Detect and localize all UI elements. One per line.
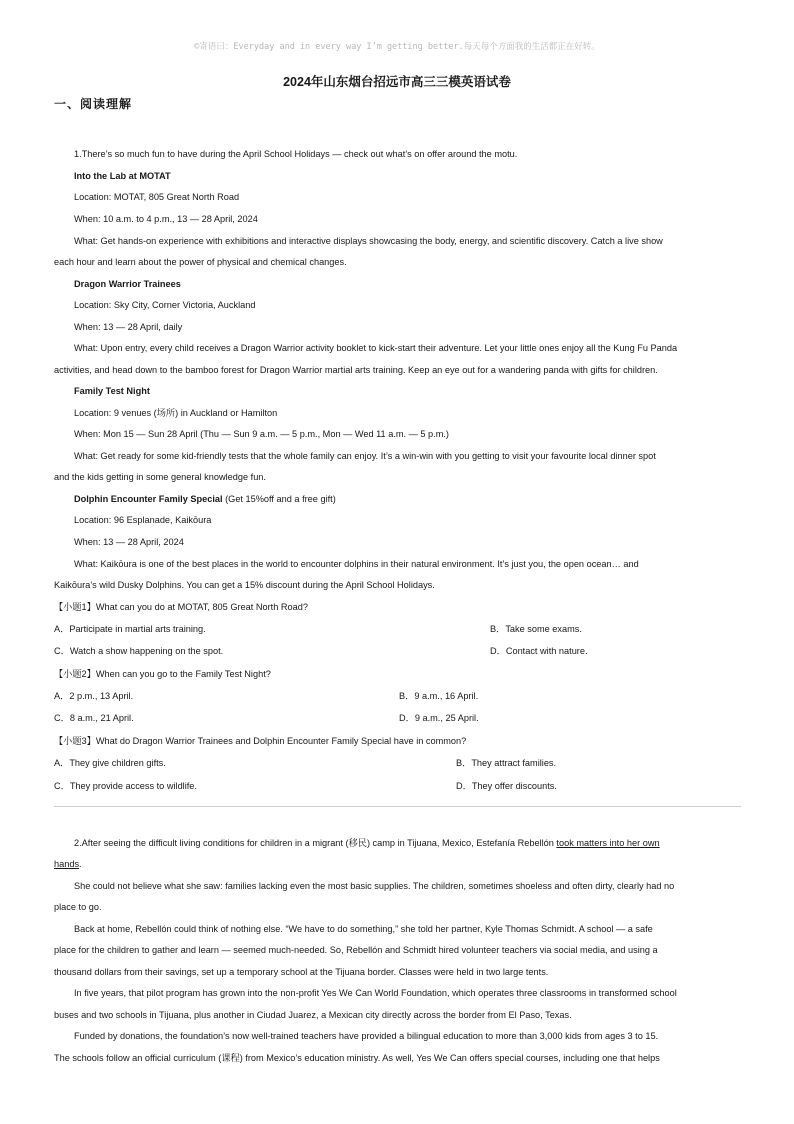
question-3: 【小题3】What do Dragon Warrior Trainees and Dolphin Encounter Family Special have in common? [54,736,467,746]
passage2-line: In five years, that pilot program has grown into the non-profit Yes We Can World Foundation, which operates three classrooms in transformed school [74,988,677,998]
event-what-cont: and the kids getting in some general knowledge fun. [54,472,266,482]
event-heading [74,493,744,505]
option-a: A．Participate in martial arts training. [54,624,206,634]
event-location: Location: MOTAT, 805 Great North Road [74,192,240,202]
passage2-line: place to go. [54,902,102,912]
event-what-cont: Kaikōura’s wild Dusky Dolphins. You can get a 15% discount during the April School Holidays. [54,580,435,590]
question-2: 【小题2】When can you go to the Family Test Night? [54,669,271,679]
passage2-line [54,858,744,870]
option-a: A．2 p.m., 13 April. [54,691,134,701]
underlined-phrase: hands [54,859,80,869]
passage2-line: buses and two schools in Tijuana, plus another in Ciudad Juarez, a Mexican city directly across the border from El Paso, Texas. [54,1010,572,1020]
option-c: C．8 a.m., 21 April. [54,713,134,723]
event-what: What: Get hands-on experience with exhibitions and interactive displays showcasing the body, energy, and scientific discovery. Catch a live show [74,236,663,246]
underlined-phrase: took matters into her own [556,838,660,848]
option-a: A．They give children gifts. [54,758,166,768]
passage2-line: thousand dollars from their savings, set up a temporary school at the Tijuana border. Classes were held in two large tents. [54,967,549,977]
passage1-intro: 1.There’s so much fun to have during the April School Holidays — check out what’s on offer around the motu. [74,149,518,159]
option-c: C．They provide access to wildlife. [54,781,197,791]
event-what: What: Kaikōura is one of the best places in the world to encounter dolphins in their natural environment. It’s just you, the open ocean… and [74,559,639,569]
passage2-line: She could not believe what she saw: families lacking even the most basic supplies. The children, sometimes shoeless and often dirty, clearly had no [74,881,675,891]
event-what-cont: activities, and head down to the bamboo forest for Dragon Warrior martial arts training. Keep an eye out for a wandering panda with gifts for children. [54,365,658,375]
passage2-text: 2.After seeing the difficult living conditions for children in a migrant (移民) camp in Tijuana, Mexico, Estefanía Rebellón [74,838,557,848]
event-what: What: Upon entry, every child receives a Dragon Warrior activity booklet to kick-start their adventure. Let your little ones enjoy all the Kung Fu Panda [74,343,678,353]
event-location: Location: 96 Esplanade, Kaikōura [74,515,212,525]
option-d: D．They offer discounts. [456,781,557,791]
option-d: D．9 a.m., 25 April. [399,713,479,723]
event-name: Family Test Night [74,386,150,396]
event-when: When: Mon 15 — Sun 28 April (Thu — Sun 9 a.m. — 5 p.m., Mon — Wed 11 a.m. — 5 p.m.) [74,429,449,439]
event-location: Location: Sky City, Corner Victoria, Auckland [74,300,256,310]
option-c: C．Watch a show happening on the spot. [54,646,224,656]
option-b: B．Take some exams. [490,624,582,634]
event-what-cont: each hour and learn about the power of physical and chemical changes. [54,257,347,267]
passage2-line: Funded by donations, the foundation’s now well-trained teachers have provided a bilingual education to more than 3,000 kids from ages 3 to 15. [74,1031,659,1041]
event-name: Dolphin Encounter Family Special [74,494,223,504]
passage2-line: Back at home, Rebellón could think of nothing else. “We have to do something,” she told her partner, Kyle Thomas Schmidt. A school — a safe [74,924,653,934]
section-heading: 一、阅读理解 [54,97,133,111]
section-divider [54,806,741,807]
event-when: When: 10 a.m. to 4 p.m., 13 — 28 April, 2024 [74,214,258,224]
exam-title: 2024年山东烟台招远市高三三模英语试卷 [283,75,511,89]
option-b: B．They attract families. [456,758,557,768]
event-location: Location: 9 venues (场所) in Auckland or Hamilton [74,408,278,418]
watermark-motto: ©寄语曰：Everyday and in every way I’m getting better.每天每个方面我的生活都正在好转。 [194,42,600,52]
option-b: B．9 a.m., 16 April. [399,691,479,701]
question-1: 【小题1】What can you do at MOTAT, 805 Great North Road? [54,602,308,612]
event-offer: (Get 15%off and a free gift) [222,494,336,504]
event-name: Dragon Warrior Trainees [74,279,181,289]
event-what: What: Get ready for some kid-friendly tests that the whole family can enjoy. It’s a win-win with you getting to visit your favourite local dinner spot [74,451,656,461]
passage2-line: The schools follow an official curriculum (课程) from Mexico’s education ministry. As well, Yes We Can offers special courses, including one that helps [54,1053,660,1063]
option-d: D．Contact with nature. [490,646,588,656]
event-when: When: 13 — 28 April, daily [74,322,183,332]
passage2-line [74,837,744,849]
passage2-line: place for the children to gather and learn — seemed much-needed. So, Rebellón and Schmidt hired volunteer teachers via social media, and using a [54,945,658,955]
event-name: Into the Lab at MOTAT [74,171,171,181]
passage2-text: . [79,859,82,869]
event-when: When: 13 — 28 April, 2024 [74,537,184,547]
